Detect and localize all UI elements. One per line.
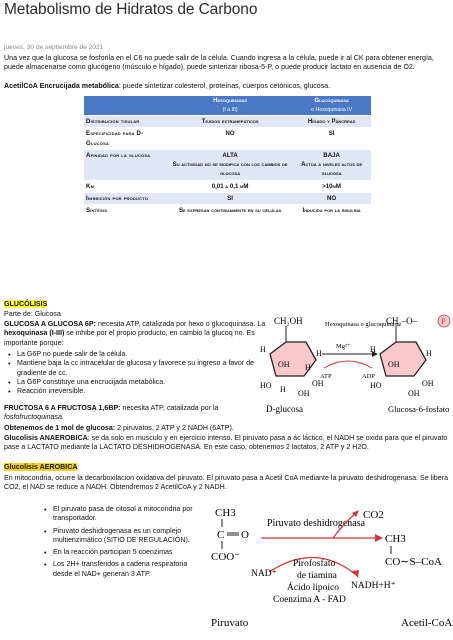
cofactor-label: Ácido lipoico <box>287 583 339 593</box>
table-cell: Inducida por la insulina <box>292 205 371 217</box>
pyruvate-dehydrogenase-diagram <box>205 502 453 638</box>
table-cell: SI <box>168 193 292 205</box>
table-row <box>84 180 371 192</box>
aerobica-heading: Glucolisis AEROBICA <box>4 463 78 471</box>
acetil-coa-label: Acetil-CoA <box>401 617 453 629</box>
atp-label: ATP <box>320 373 332 380</box>
list-item: • La G6P constituye una encrucijada metabólica. <box>4 378 266 387</box>
atom-label: OH <box>312 379 324 388</box>
co2-label: CO2 <box>363 509 384 521</box>
list-item: • El piruvato pasa de citosol a mitocondria por transportador. <box>40 505 208 524</box>
intro-paragraph: Una vez que la glucosa se fosforila en el C6 no puede salir de la célula. Cuando ingresa a la célula, puede ir al CK para obtener energía, puede almacenarse como glucógeno (músculo e hígado), puede sinterizar ribosa-5-P, o puede producir lactato en ausencia de O2. <box>4 54 434 72</box>
parte-de: Parte de: Glucosa <box>4 310 61 318</box>
table-header-row <box>84 96 371 116</box>
piruvato-label: Piruvato <box>211 617 249 629</box>
table-row <box>84 205 371 217</box>
atom-label: OH <box>298 389 310 398</box>
table-cell: Tejidos extrahepáticos <box>168 116 292 128</box>
list-item: • Mantiene baja la cc intracelular de glucosa y favorece su ingreso a favor de gradiente de cc. <box>4 359 266 378</box>
list-item: • La G6P no puede salir de la célula. <box>4 350 266 359</box>
atom-label: H <box>370 345 376 354</box>
bullet-list-piruvato <box>40 505 208 579</box>
step-glucosa-g6p: GLUCOSA A GLUCOSA 6P: necesita ATP, catalizada por hexo o glucoquinasa. La hexoquinasa (I-III) se inhibe por el propio producto, en cambio la glucoq no. Es importante porque: <box>4 320 266 347</box>
atom-label: HO <box>370 381 382 390</box>
glucolisis-anaerobica: Glucolisis ANAEROBICA: se da solo en musculo y en ejercicio intenso. El piruvato pasa a ác láctico, el NADH se oxida para que el piruvato pase a LACTATO mediante la LACTATO DESHIDROGENASA. En este caso, obtenemos 2 lactatos, 2 ATP y 2 H2O. <box>4 434 448 452</box>
list-item: • Piruvato deshidrogenasa es un complejo multienzimático (SITIO DE REGULACIÓN). <box>40 527 208 546</box>
atom-label: H <box>426 349 432 358</box>
step-obtenemos: Obtenemos de 1 mol de glucosa: 2 piruvatos, 2 ATP y 2 NADH (6ATP). <box>4 424 234 432</box>
list-item: • En la reacción participan 5 coenzimas <box>40 548 208 557</box>
g6p-label: Glucosa-6-fosfato <box>388 404 450 414</box>
atom-label: HO <box>260 381 272 390</box>
enzyme-comparison-table <box>84 96 371 218</box>
acetil-text: : puede sintetizar colesterol, proteínas, cuerpos cetónicos, glucosa. <box>118 82 331 90</box>
cofactor-label: de tiamina <box>297 571 337 581</box>
step-fructosa: FRUCTOSA 6 A FRUCTOSA 1,6BP: necesita ATP, catalizada por la fosfofructoquinasa. <box>4 404 219 422</box>
ch2oh-label: CH₂OH <box>274 316 303 326</box>
table-cell: BAJA Actúa a niveles altos de glucosa <box>292 149 371 180</box>
table-row <box>84 193 371 205</box>
table-header-cell <box>84 96 168 116</box>
atom-label: OH <box>422 379 434 388</box>
list-item: • Los 2H+ transferidos a cadena respiratoria desde el NAD+ generan 3 ATP. <box>40 560 208 579</box>
nad-label: NAD⁺ <box>251 569 277 579</box>
table-cell: Hígado y Páncreas <box>292 116 371 128</box>
table-cell: Se expresan continuamente en su células <box>168 205 292 217</box>
table-cell: Distribución tisular <box>84 116 168 128</box>
atom-label: H <box>305 363 311 372</box>
table-cell: NO <box>168 128 292 150</box>
page-date: jueves, 30 de septiembre de 2021 <box>4 44 104 51</box>
cofactor-label: Coenzima A - FAD <box>273 595 346 605</box>
table-row <box>84 116 371 128</box>
atom-label: OH <box>408 389 420 398</box>
table-cell: Síntesis <box>84 205 168 217</box>
atom-label: OH <box>278 360 290 369</box>
list-item: • Reacción irreversible. <box>4 387 266 396</box>
table-row <box>84 128 371 150</box>
aerobica-paragraph: En mitocondria, ocurre la decarboxilacion oxidativa del piruvato. El piruvato pasa a Acetil CoA mediante la piruvato deshidrogenasa. Se libera CO2, el NAD se reduce a NADH. Obtendremos 2 AcetilCoA y 2 NADH. <box>4 474 449 492</box>
table-cell: Especificidad para D-Glucosa <box>84 128 168 150</box>
table-row <box>84 149 371 180</box>
table-cell: ALTA Su actividad no se modifica con los cambios de glucosa <box>168 149 292 180</box>
adp-label: ADP <box>362 373 376 380</box>
carbon-label: C <box>217 529 225 541</box>
coo-label: COO⁻ <box>211 551 241 563</box>
table-cell: Km <box>84 180 168 192</box>
glucolisis-heading: GLUCÓLISIS <box>4 300 48 308</box>
nadh-label: NADH+H⁺ <box>351 581 396 591</box>
ch3-label: CH3 <box>385 533 406 545</box>
table-cell: NO <box>292 193 371 205</box>
ch2o-label: CH₂–O– <box>386 316 418 326</box>
bullet-list-g6p <box>4 350 266 396</box>
enzyme-label: Hexoquinasa o glucoquinasa <box>325 321 400 328</box>
mg-label: Mg²⁺ <box>336 343 351 350</box>
page-title: Metabolismo de Hidratos de Carbono <box>4 1 258 18</box>
phosphate-label: P <box>441 317 446 326</box>
oxygen-label: O <box>241 529 249 541</box>
table-header-cell: Glucoquinasa o Hexoquinasa IV <box>292 96 371 116</box>
table-header-cell: Hexoquinasas (I a III) <box>168 96 292 116</box>
atom-label: H <box>316 349 322 358</box>
acetyl-co-label: CO∼S–CoA <box>385 556 442 568</box>
cofactor-label: Pirofosfato <box>293 559 336 569</box>
hexokinase-reaction-diagram <box>258 312 452 416</box>
pdh-enzyme-label: Piruvato deshidrogenasa <box>267 518 366 529</box>
table-cell: Inhibición por producto <box>84 193 168 205</box>
table-cell: SI <box>292 128 371 150</box>
ch3-label: CH3 <box>215 507 236 519</box>
table-cell: 0,01 a 0,1 mM <box>168 180 292 192</box>
atom-label: OH <box>388 360 400 369</box>
d-glucosa-label: D-glucosa <box>266 404 303 414</box>
acetil-label: AcetilCoA Encrucijada metabólica <box>4 82 119 90</box>
acetil-paragraph <box>4 82 450 91</box>
atom-label: H <box>260 345 266 354</box>
g6p-ring <box>380 342 426 376</box>
table-cell: >10mM <box>292 180 371 192</box>
atom-label: H <box>280 385 286 394</box>
table-cell: Afinidad por la glucosa <box>84 149 168 180</box>
